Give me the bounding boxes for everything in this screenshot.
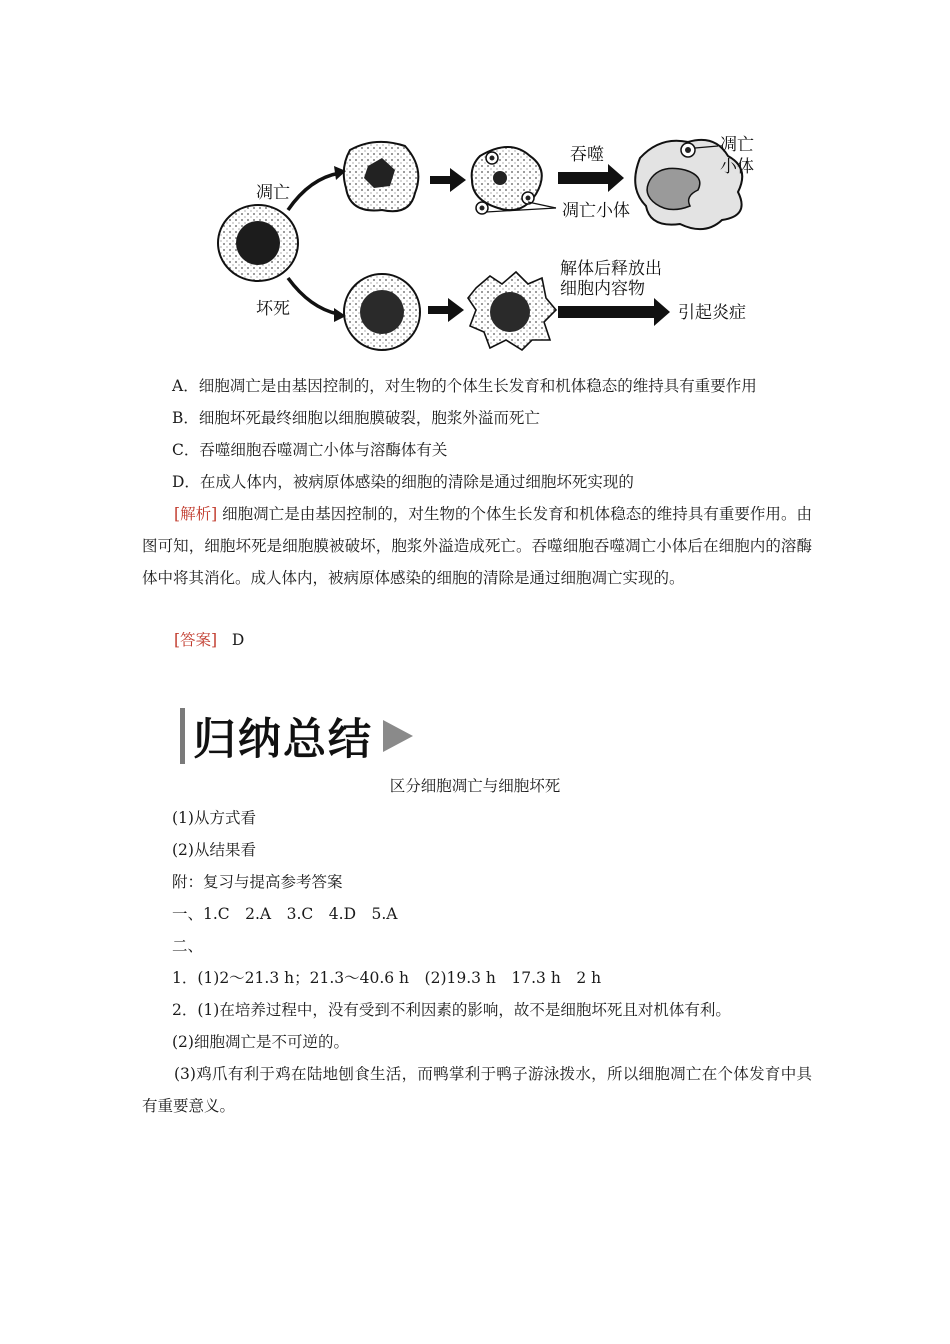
label-engulf: 吞噬	[570, 145, 604, 165]
label-inflammation: 引起炎症	[678, 303, 746, 323]
answer-value: D	[231, 631, 245, 649]
necrotic-cell-swelling	[344, 274, 420, 350]
analysis-paragraph	[142, 498, 812, 594]
arrow-to-necrosis	[288, 278, 338, 314]
arrow-to-inflammation	[558, 298, 670, 326]
arrow-engulf	[558, 164, 624, 192]
answer-2-2-part2: (2)细胞凋亡是不可逆的。	[172, 1033, 349, 1051]
summary-item-1: (1)从方式看	[172, 809, 256, 827]
answer-2-1: 1．(1)2～21.3 h；21.3～40.6 h (2)19.3 h 17.3 h 2 h	[172, 969, 602, 987]
analysis-tag: [解析]	[174, 505, 218, 523]
arrow-to-apoptosis	[288, 173, 340, 210]
section-1-answers: 一、1.C 2.A 3.C 4.D 5.A	[172, 905, 398, 923]
summary-heading	[180, 708, 413, 764]
label-release-1: 解体后释放出	[560, 259, 662, 279]
heading-title: 归纳总结	[193, 714, 373, 765]
original-cell	[218, 205, 298, 281]
appendix-title: 附：复习与提高参考答案	[172, 873, 343, 891]
apoptotic-cell-fragmenting	[472, 147, 542, 214]
apoptosis-necrosis-diagram	[210, 128, 770, 356]
label-apoptosis: 凋亡	[256, 183, 290, 203]
heading-arrow-icon	[383, 720, 413, 752]
necrotic-cell-ruptured	[468, 272, 556, 350]
heading-bar	[180, 708, 185, 764]
label-apoptotic-body-top-1: 凋亡	[720, 135, 754, 155]
answer-2-2-part1: 2．(1)在培养过程中，没有受到不利因素的影响，故不是细胞坏死且对机体有利。	[172, 1001, 731, 1019]
answer-2-2-part3: (3)鸡爪有利于鸡在陆地刨食生活，而鸭掌利于鸭子游泳拨水，所以细胞凋亡在个体发育中具有重要意义。	[142, 1065, 812, 1115]
summary-subtitle: 区分细胞凋亡与细胞坏死	[389, 777, 561, 795]
label-apoptotic-body-top-2: 小体	[720, 157, 754, 177]
label-release-2: 细胞内容物	[560, 279, 645, 299]
label-apoptotic-body-bottom: 凋亡小体	[562, 201, 630, 221]
option-a: A．细胞凋亡是由基因控制的，对生物的个体生长发育和机体稳态的维持具有重要作用	[172, 377, 757, 395]
answer-line	[174, 630, 244, 650]
apoptotic-cell-shrinking	[344, 142, 419, 211]
analysis-text: 细胞凋亡是由基因控制的，对生物的个体生长发育和机体稳态的维持具有重要作用。由图可知，细胞坏死是细胞膜被破坏，胞浆外溢造成死亡。吞噬细胞吞噬凋亡小体后在细胞内的溶酶体中将其消化。成人体内，被病原体感染的细胞的清除是通过细胞凋亡实现的。	[142, 505, 812, 587]
option-b: B．细胞坏死最终细胞以细胞膜破裂，胞浆外溢而死亡	[172, 409, 540, 427]
option-d: D．在成人体内，被病原体感染的细胞的清除是通过细胞坏死实现的	[172, 473, 634, 491]
answer-tag: [答案]	[174, 631, 218, 649]
arrow-to-ruptured	[428, 298, 464, 322]
summary-item-2: (2)从结果看	[172, 841, 256, 859]
label-necrosis: 坏死	[256, 299, 290, 319]
option-c: C．吞噬细胞吞噬凋亡小体与溶酶体有关	[172, 441, 448, 459]
arrow-stage1-to-fragment	[430, 168, 466, 192]
section-2-heading: 二、	[172, 937, 204, 955]
